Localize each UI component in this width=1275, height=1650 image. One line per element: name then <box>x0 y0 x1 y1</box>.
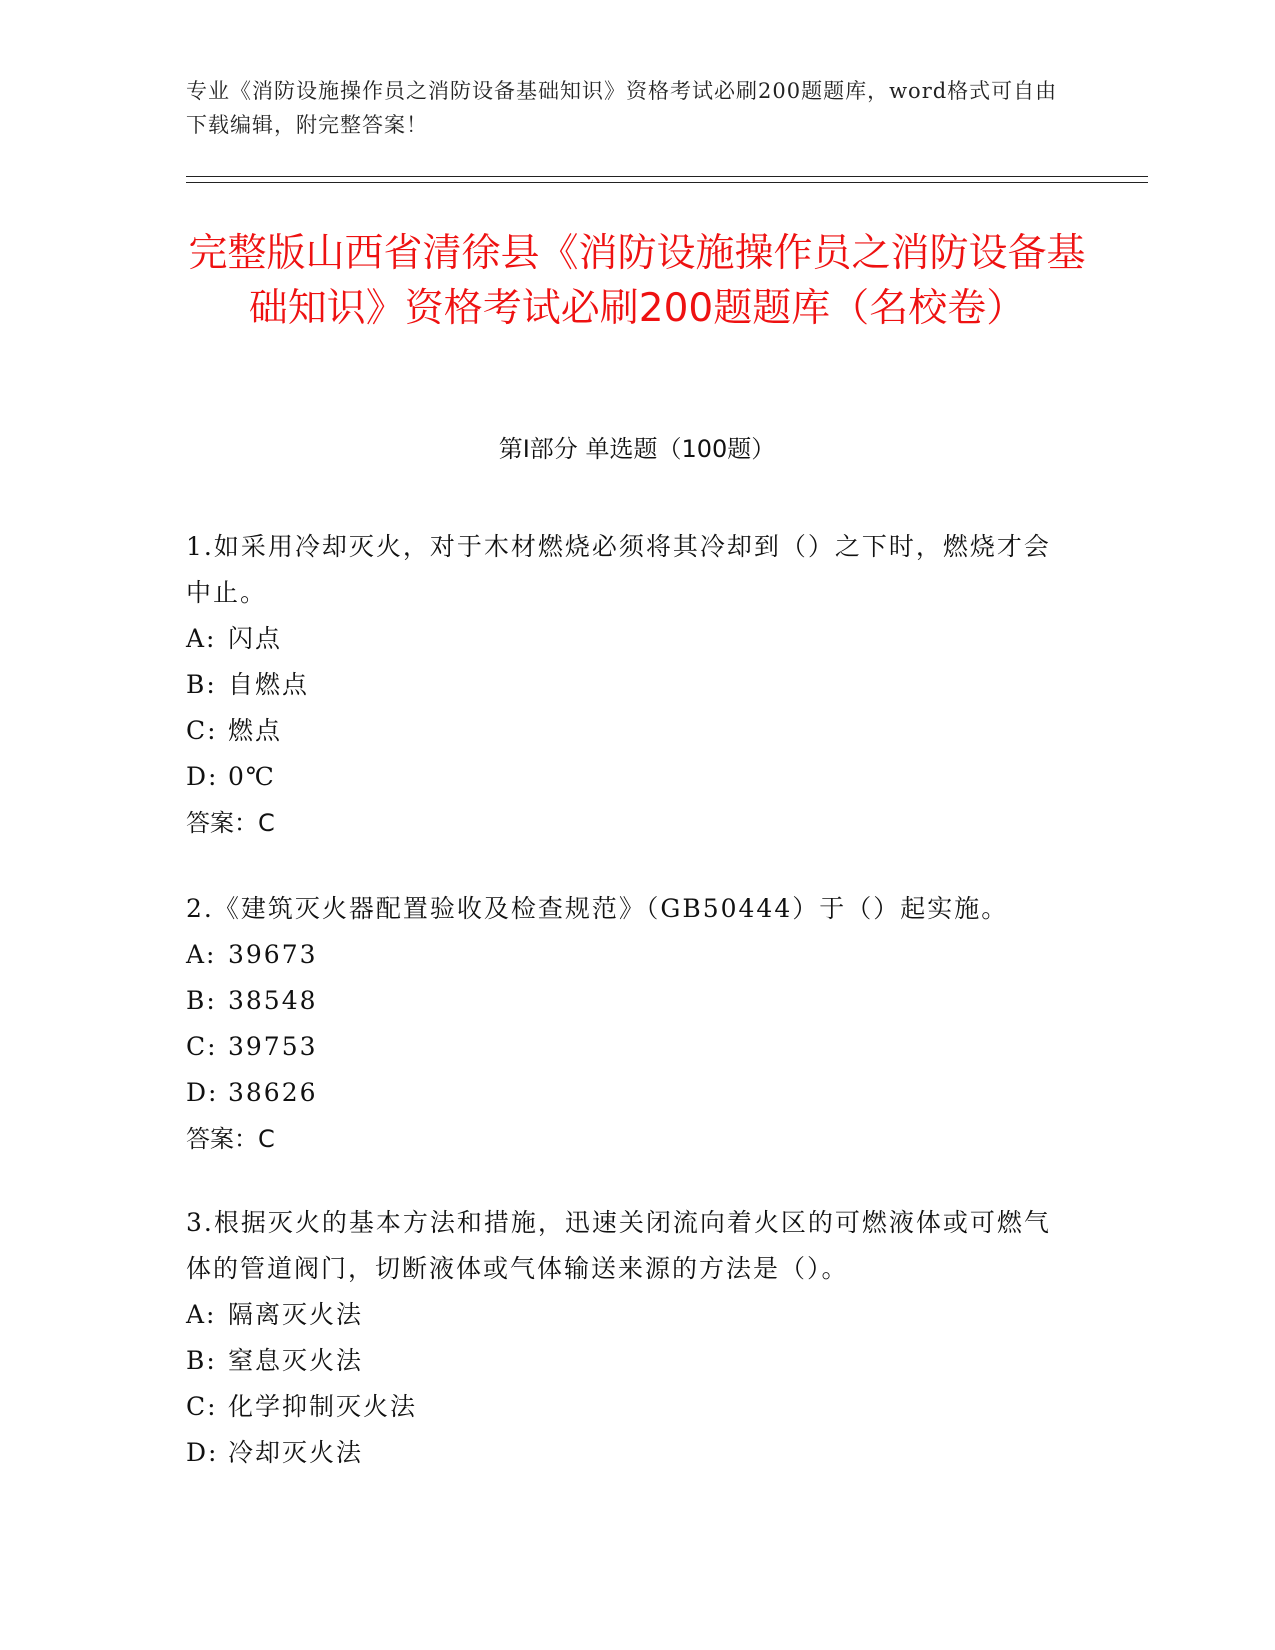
option-key: B: <box>186 986 217 1015</box>
question-2 <box>186 886 1066 1162</box>
option-text: 窒息灭火法 <box>228 1346 364 1375</box>
option-key: A: <box>186 1300 217 1329</box>
option-text: 38626 <box>228 1078 318 1107</box>
option-b <box>186 662 1066 708</box>
option-c <box>186 708 1066 754</box>
question-1 <box>186 524 1066 846</box>
option-d <box>186 1430 1066 1476</box>
section-title: 第I部分 单选题（100题） <box>498 435 776 463</box>
question-3 <box>186 1200 1066 1476</box>
option-c <box>186 1024 1066 1070</box>
option-key: C: <box>186 716 218 745</box>
option-key: B: <box>186 1346 217 1375</box>
option-key: D: <box>186 1438 219 1467</box>
option-text: 自燃点 <box>228 670 310 699</box>
option-key: B: <box>186 670 217 699</box>
option-key: D: <box>186 1078 219 1107</box>
option-text: 39673 <box>228 940 318 969</box>
option-text: 39753 <box>228 1032 318 1061</box>
option-a <box>186 616 1066 662</box>
option-text: 冷却灭火法 <box>228 1438 364 1467</box>
option-b <box>186 978 1066 1024</box>
option-key: A: <box>186 940 217 969</box>
option-b <box>186 1338 1066 1384</box>
option-text: 38548 <box>228 986 318 1015</box>
option-a <box>186 1292 1066 1338</box>
option-key: D: <box>186 762 219 791</box>
option-a <box>186 932 1066 978</box>
option-text: 隔离灭火法 <box>228 1300 364 1329</box>
option-text: 闪点 <box>228 624 283 653</box>
question-stem: 3.根据灭火的基本方法和措施，迅速关闭流向着火区的可燃液体或可燃气体的管道阀门，切断液体或气体输送来源的方法是（）。 <box>186 1208 1051 1283</box>
option-c <box>186 1384 1066 1430</box>
option-d <box>186 754 1066 800</box>
option-text: 燃点 <box>228 716 283 745</box>
question-stem: 2.《建筑灭火器配置验收及检查规范》（GB50444）于（）起实施。 <box>186 894 1009 923</box>
answer-line: 答案：C <box>186 809 275 837</box>
option-text: 化学抑制灭火法 <box>228 1392 418 1421</box>
header-divider-bottom <box>186 182 1148 183</box>
header-divider-top <box>186 176 1148 177</box>
document-title: 完整版山西省清徐县《消防设施操作员之消防设备基础知识》资格考试必刷200题题库（名校卷） <box>188 231 1086 331</box>
header-note: 专业《消防设施操作员之消防设备基础知识》资格考试必刷200题题库，word格式可自由下载编辑，附完整答案！ <box>186 79 1058 137</box>
option-d <box>186 1070 1066 1116</box>
option-key: C: <box>186 1392 218 1421</box>
answer-line: 答案：C <box>186 1125 275 1153</box>
option-key: C: <box>186 1032 218 1061</box>
question-stem: 1.如采用冷却灭火，对于木材燃烧必须将其冷却到（）之下时，燃烧才会中止。 <box>186 532 1051 607</box>
option-key: A: <box>186 624 217 653</box>
option-text: 0℃ <box>228 762 276 791</box>
